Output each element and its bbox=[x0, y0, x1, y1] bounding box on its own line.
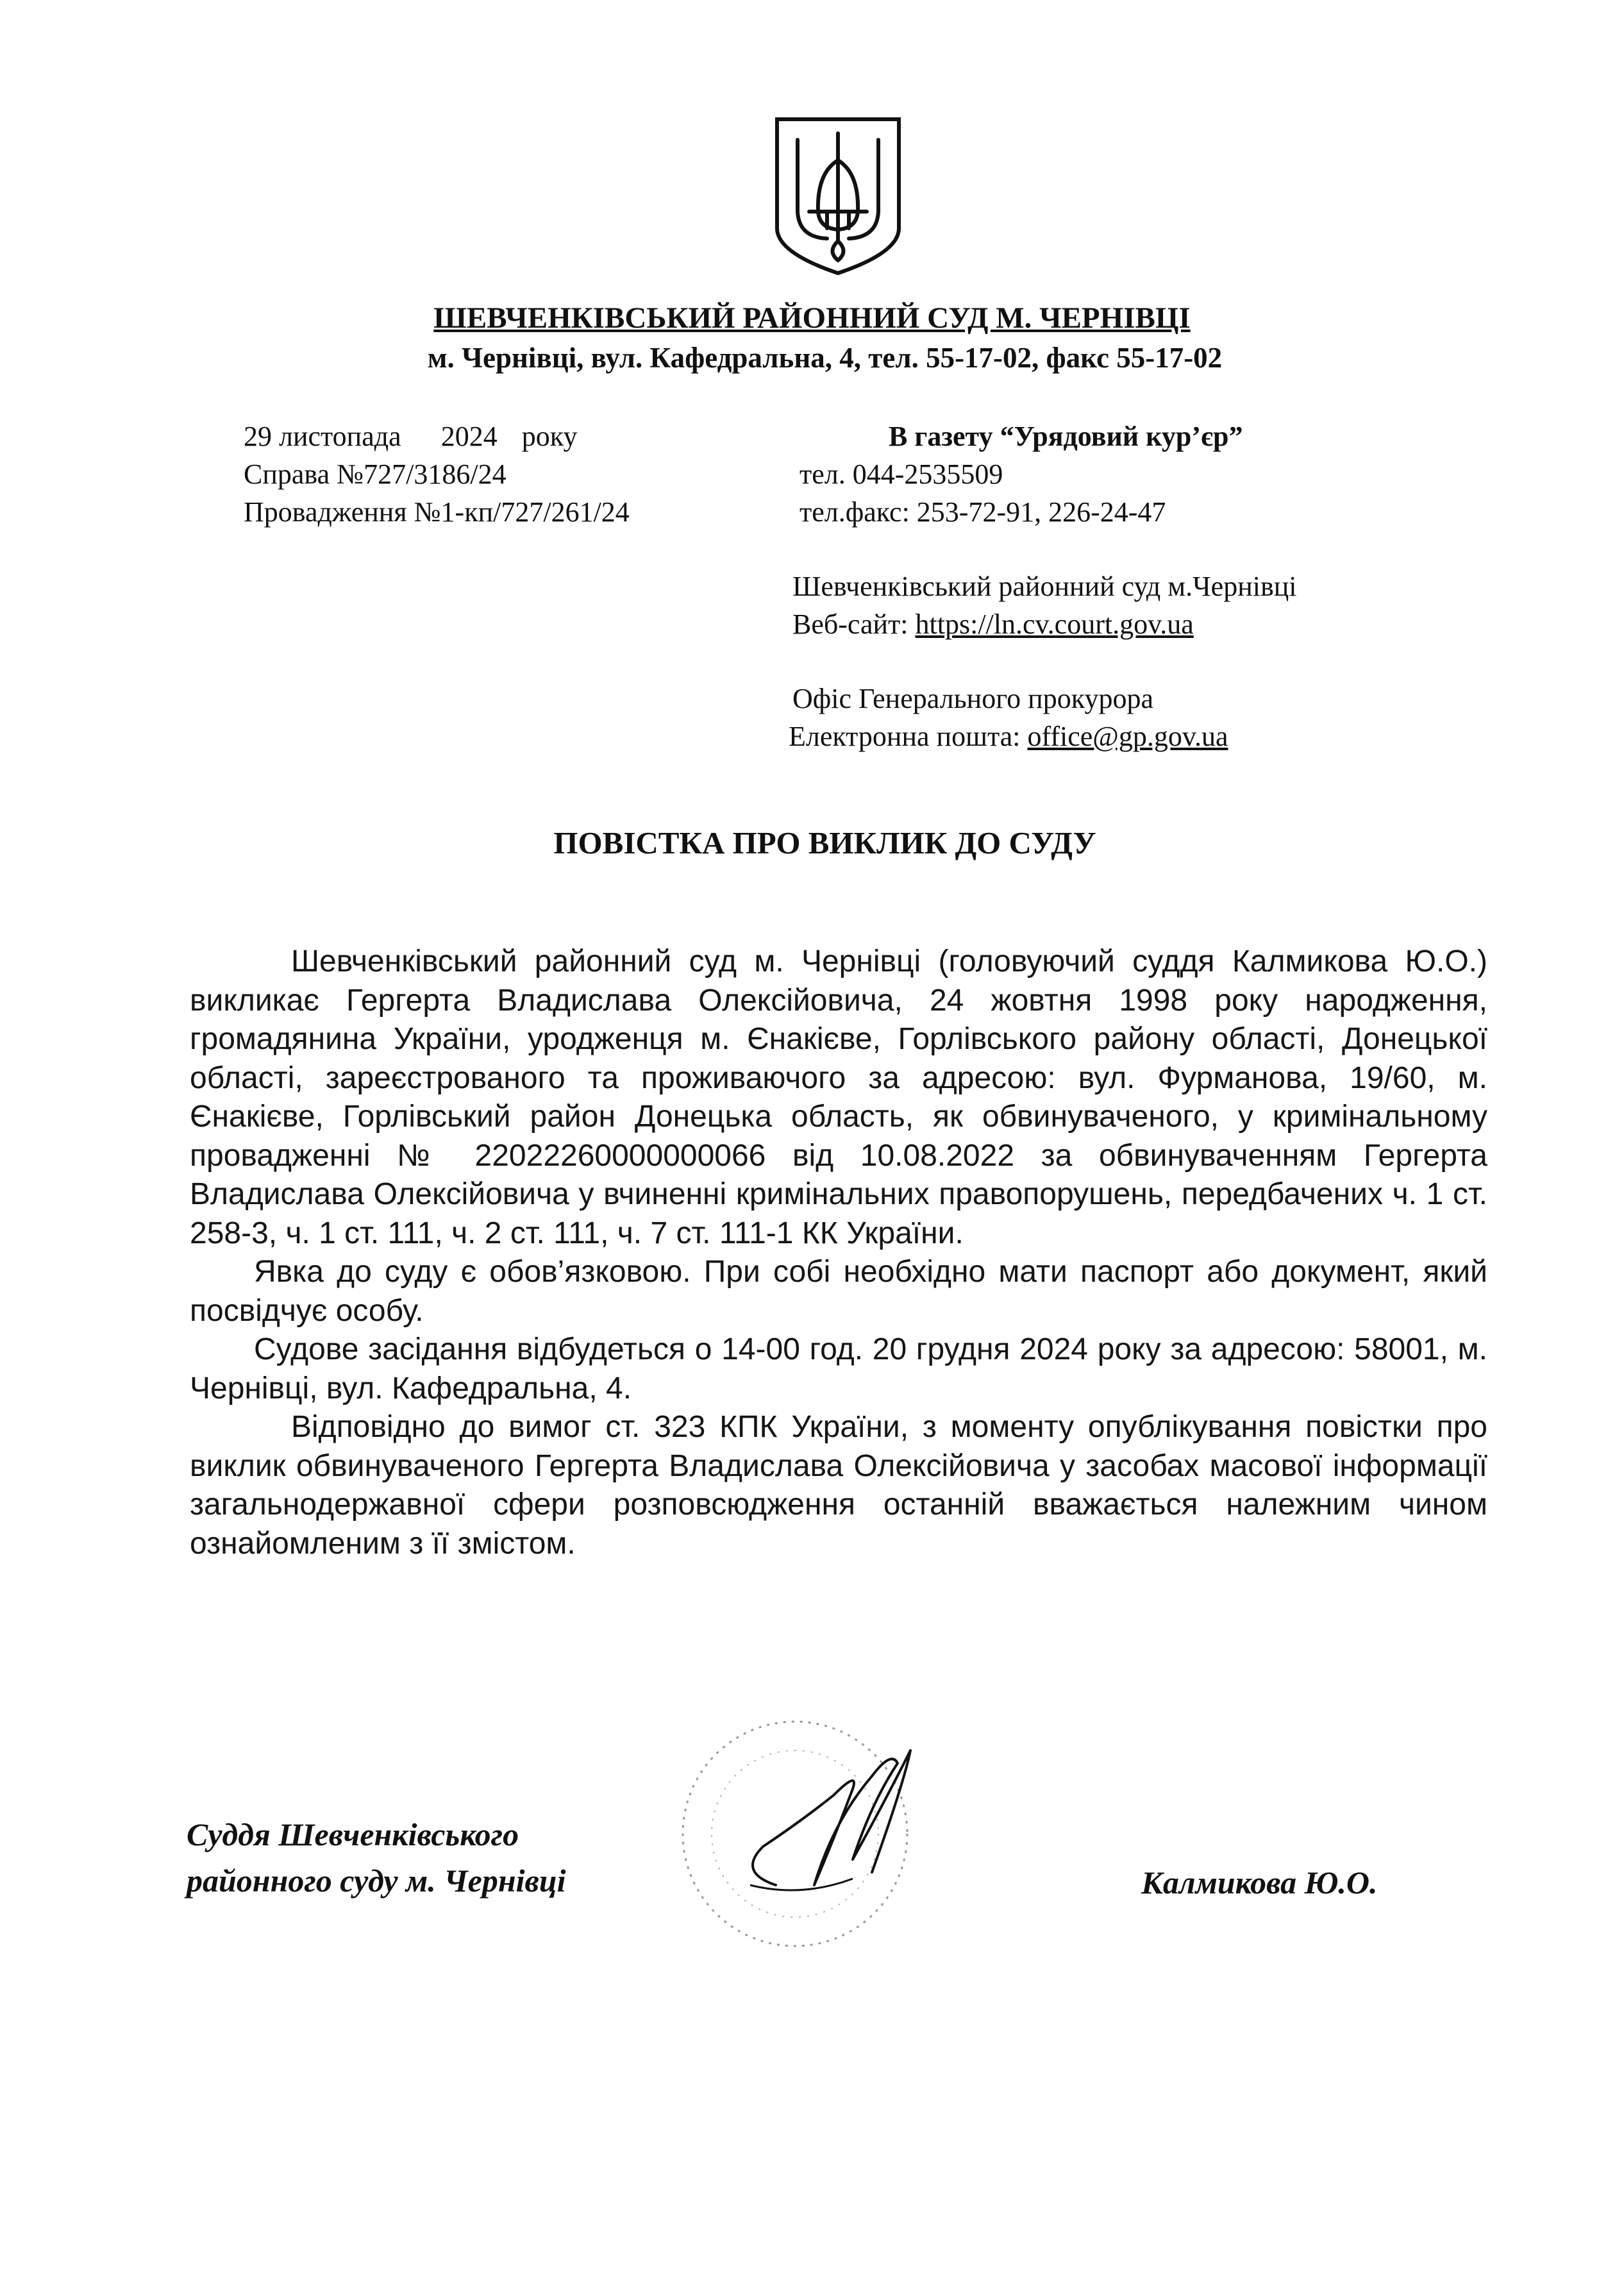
case-number: Справа №727/3186/24 bbox=[244, 458, 506, 490]
court-address: м. Чернівці, вул. Кафедральна, 4, тел. 55-17-02, факс 55-17-02 bbox=[427, 342, 1223, 374]
judge-name: Калмикова Ю.О. bbox=[1141, 1865, 1378, 1900]
document-title: ПОВІСТКА ПРО ВИКЛИК ДО СУДУ bbox=[553, 825, 1096, 860]
court-website-line bbox=[792, 607, 1194, 642]
summons-paragraph-2: Явка до суду є обов’язковою. При собі необхідно мати паспорт або документ, який посвідчує особу. bbox=[190, 1255, 1487, 1328]
summons-body bbox=[190, 943, 1487, 1563]
website-label: Веб-сайт: bbox=[792, 608, 908, 640]
court-name-heading: ШЕВЧЕНКІВСЬКИЙ РАЙОННИЙ СУД М. ЧЕРНІВЦІ bbox=[433, 301, 1191, 335]
summons-paragraph-4: Відповідно до вимог ст. 323 КПК України, з моменту опублікування повістки про виклик обвинуваченого Гергерта Владислава Олексійовича у засобах масової інформації загальнодержавної сфери розповсюдження останній вважається належним чином ознайомленим з її змістом. bbox=[190, 1410, 1487, 1561]
proceeding-number: Провадження №1-кп/727/261/24 bbox=[244, 496, 630, 528]
coat-of-arms-emblem bbox=[772, 115, 904, 276]
court-recipient-label: Шевченківський районний суд м.Чернівці bbox=[792, 571, 1297, 602]
summons-paragraph-1: Шевченківський районний суд м. Чернівці (головуючий суддя Калмикова Ю.О.) викликає Гергерта Владислава Олексійовича, 24 жовтня 1998 року народження, громадянина України, уродженця м. Єнакієве, Горлівського району області, Донецької області, зареєстрованого та проживаючого за адресою: вул. Фурманова, 19/60, м. Єнакієве, Горлівський район Донецька область, як обвинуваченого, у кримінальному провадженні № 22022260000000066 від 10.08.2022 за обвинуваченням Гергерта Владислава Олексійовича у вчиненні кримінальних правопорушень, передбачених ч. 1 ст. 258-3, ч. 1 ст. 111, ч. 2 ст. 111, ч. 7 ст. 111-1 КК України. bbox=[190, 944, 1487, 1250]
prosecutor-office-label: Офіс Генерального прокурора bbox=[792, 683, 1153, 714]
judge-title bbox=[187, 1811, 566, 1904]
email-label: Електронна пошта: bbox=[789, 721, 1021, 752]
date-word: року bbox=[521, 421, 578, 452]
judge-title-line-1: Суддя Шевченківського bbox=[187, 1816, 519, 1852]
stamp-and-signature bbox=[641, 1693, 1000, 1962]
summons-paragraph-3: Судове засідання відбудеться о 14-00 год. 20 грудня 2024 року за адресою: 58001, м. Чернівці, вул. Кафедральна, 4. bbox=[190, 1332, 1487, 1405]
judge-title-line-2: районного суду м. Чернівці bbox=[187, 1863, 566, 1899]
prosecutor-email-link[interactable]: office@gp.gov.ua bbox=[1027, 721, 1228, 752]
newspaper-phone: тел. 044-2535509 bbox=[799, 458, 1003, 490]
document-date bbox=[244, 419, 577, 455]
date-day-month: 29 листопада bbox=[244, 421, 401, 452]
date-year: 2024 bbox=[440, 421, 498, 452]
newspaper-fax: тел.факс: 253-72-91, 226-24-47 bbox=[799, 496, 1166, 528]
prosecutor-email-line bbox=[789, 719, 1228, 755]
court-website-link[interactable]: https://ln.cv.court.gov.ua bbox=[915, 608, 1194, 640]
newspaper-heading: В газету “Урядовий кур’єр” bbox=[889, 421, 1243, 452]
